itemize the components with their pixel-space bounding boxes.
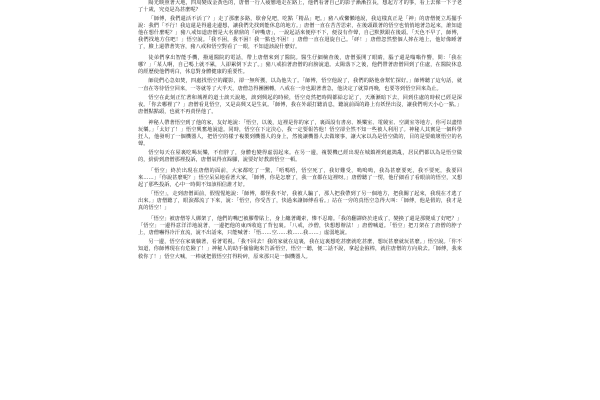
paragraph: 師徒們心急如焚，四處找悟空的蹤影，卻一無所獲，以為他失了。「師傅，悟空他說了，我們的路他會幫忙探好。」師傅聽了這句話，就一直在等待悟空回來，一等就等了大半天，唐僧急得團團轉，八戒在一旁也跟著著急，他決定了就算再晚，也要等到悟空回來為止。 (138, 78, 462, 92)
paragraph: 悟空在此刻正忙著和城裡的道士談天說地，談到興起的時候，悟空竟然把時間都給忘記了，天漸漸暗下去，回到住處的時候已經是深夜。「你去哪裡了？」唐僧看見悟空，又是高興又是生氣。「師傅，我在外頭打聽消息，聽說前面的路上有妖怪出沒，讓我們明天小心一點。」唐僧點點頭，也就不再責怪他了。 (138, 94, 462, 115)
paragraph: 神秘人帶著悟空到了他的家，友好地說：「悟空，以後，這裡是你的家了，裏面設有書房、娛樂室、電競室、空調室等地方，你可以盡情玩樂。」「太好了！」悟空興奮地說道。同時，悟空在下定決心，我一定要報答他！悟空卻全然不知一些被人利用了。神秘人其實是一個科學狂人，他發明了一個機器人，把悟空的樣子複製到機器人的身上，然後讓機器人去做壞事，讓大家以為是悟空做的，目的是要破壞悟空的名聲。 (138, 119, 462, 147)
paragraph: 「師傅，我們還活不活了？」走了那麼多路，歇會兒吧，吃點「精品」吧。」豬八戒懶懶地說，我這樣真正是「神」的唐僧便立馬擺手說：我們「不行！我這還是得邊走邊想，讓我們先找到能休息的地方。」唐僧一直在苦苦思索，在後頭跟著的悟空也悄悄地著急起來，誰知道他在想什麼呢？」豬八戒知道唐僧是大名鼎鼎的「碎嘴唐」，一說起話來便停不下，便沒有作聲，自己默默跟在後頭。「天色不早了，師傅，我們找地方住吧！」悟空說。「我不困，我不困！我一點也不困！」唐僧一直在迴旋自己。「砰！」唐僧忽然整個人摔在地上，他好像睡著了，臉上還帶著笑容，豬八戒和悟空對看了一眼，不知道該說什麼好。 (138, 16, 462, 51)
paragraph: 陽光映照著大地，四周變成金黃色的，唐僧一行人疲憊地走在路上，他們看著自己的影子漸漸拉長，想起方才的事，看上去像一下子老了十歲，究竟是為甚麼呢？ (138, 0, 462, 14)
paragraph: 悟空每天在屋裏吃喝玩樂，不但胖了，身體也變得虛弱起來。在另一邊，複製機已經出現在城鎮裡到處搗亂，居民們都以為是悟空做的，紛紛到唐僧那裡投訴，唐僧氣得直跺腳，說要好好教訓悟空一頓。 (138, 149, 462, 163)
paragraph: 徒弟們拿出智能手機，撥通醫院的電話，帶上唐僧來到了醫院。醫生仔細檢查後，唐僧張開了眼睛，腦子還是嗡嗡作響，問：「我在哪？」「某人啊，自己嗎上就不累，人卻累倒下去了。」豬八戒拍著唐僧的肩膀說道。太陽落下之後，他們帶著唐僧回到了住處，在醫院休息的經歷使他們明白，休息對身體健康的重要性。 (138, 55, 462, 76)
paragraph: 「悟空」被唐僧等人綁架了，他們的嘴巴被膠帶貼上，身上纏著繩索，慘不忍睹。「我的翻譯終於達成了，變換了還是那變成了好吧？」「悟空」一邊得意洋洋地說著，一邊把他的東西收進了背包裏。「八戒，沙僧，快想想辦法！」唐僧喊道。「悟空」把刀架在了唐僧的脖子上，唐僧嚇得冷汗直流，說不出話來，只能喊著：「悟……空……救……我……」虛弱地說。 (138, 216, 462, 237)
paragraph: 「悟空」終於出現在唐僧的面前，大家都吃了一驚，「唔嗎唔，悟空死了，我好難受，嗚嗚嗚，我為甚麼要死，我不要死，我要回來……」「你說甚麼呢？」悟空呆呆地看著大家，「師傅，你是怎麼了，我一直都在這裡呀。」唐僧聽了一愣，他仔細看了看眼前的悟空，又想起了那些投訴，心中一時間不知該相信誰才好。 (138, 167, 462, 189)
paragraph: 另一邊，悟空在家裏躺著，看著電視。「我不回去！我的家就在這裏，我在這裏想吃甚麼就吃甚麼，想玩甚麼就玩甚麼。」悟空說。「你不知道，你師傅現在有危險了！」神秘人的助手偷偷跑來告訴悟空，悟空一聽，便二話不說，拿起金箍棒，就往唐僧的方向飛去。「師傅，我來救你了！」悟空大喊，一棒就把假悟空打得粉碎，原來那只是一個機器人。 (138, 239, 462, 260)
paragraph: 「悟空」，走到唐僧面前，假惺惺地說：「師傅，都怪我不好，我被人騙了，那人把我帶到了另一個地方，把我關了起來，我現在才逃了出來。」唐僧聽了，眼淚都流了下來，說：「悟空，你受苦了，快過來讓師傅看看。」站在一旁的真悟空急得大叫：「師傅，他是假的，我才是真的悟空！」 (138, 191, 462, 212)
story-text-column (138, 0, 462, 400)
